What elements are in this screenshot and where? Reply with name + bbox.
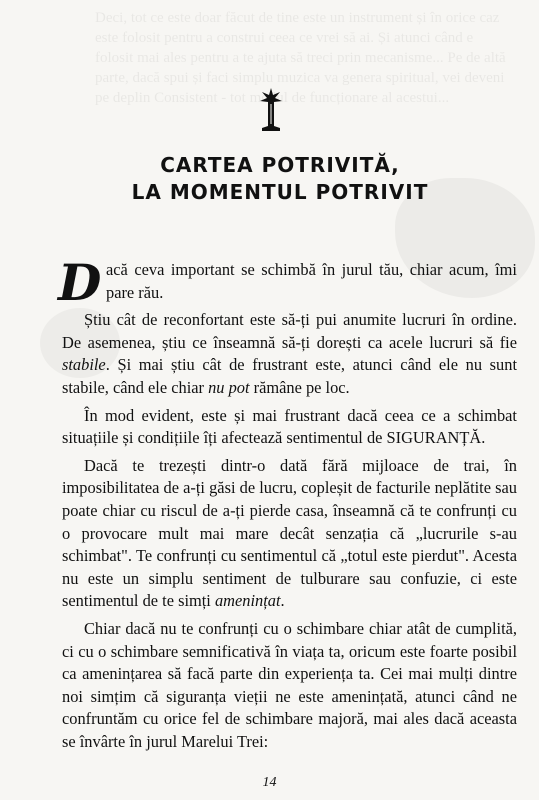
paragraph: Dacă ceva important se schimbă în jurul tău, chiar acum, îmi pare rău. [58,253,517,312]
chapter-title [60,152,500,206]
paragraph: Știu cât de reconfortant este să-ți pui anumite lucruri în ordine. De asemenea, știu ce înseamnă să-ți dorești ca acele lucruri să fie stabile. Și mai știu cât de frustrant este, atunci când ele nu sunt stabile, când ele chiar nu pot rămâne pe loc. [62,310,517,397]
bleed-through-text: Deci, tot ce este doar făcut de tine este un instrument și în orice caz este folosit pentru a construi ceea ce vrei să ai. Și atunci când e folosit mai ales pentru a te ajuta să treci prin mecanisme... Pe de altă parte, dacă spui și faci simplu muzica va genera spiritual, vei deveni pe deplin Consistent - tot de funcționare al acestui... [95,8,515,108]
page-number: 14 [262,775,277,790]
paragraph: Chiar dacă nu te confrunți cu o schimbare chiar atât de cumplită, ci cu o schimbare semnificativă în viața ta, oricum este foarte posibil ca amenințarea să facă parte din experiența ta. Cei mai mulți dintre noi simțim că siguranța vieții ne este amenințată, atunci când ne confruntăm cu orice fel de schimbare majoră, mai ales dacă aceasta se învârte în jurul Marelui Trei: [62,618,517,751]
chapter-number-ornament-icon [258,88,284,132]
chapter-body [58,253,517,758]
chapter-title-line2: LA MOMENTUL POTRIVIT [131,180,429,204]
paragraph: În mod evident, este și mai frustrant dacă ceea ce a schimbat situațiile și condițiile îți afectează sentimentul de SIGURANȚĂ. [62,405,517,448]
paragraph: Dacă te trezești dintr-o dată fără mijloace de trai, în imposibilitatea de a-ți găsi de lucru, copleșit de facturile neplătite sau poate chiar cu riscul de a-ți pierde casa, înseamnă că te confrunți cu o provocare mult mai mare decât senzația că „lucrurile s-au schimbat". Te confrunți cu sentimentul că „totul este pierdut". Acesta nu este un simplu sentiment de tulburare sau confuzie, ci este sentimentul de te simți amenințat. [62,455,517,611]
drop-cap: D [58,253,102,312]
chapter-title-line1: CARTEA POTRIVITĂ, [160,153,400,177]
